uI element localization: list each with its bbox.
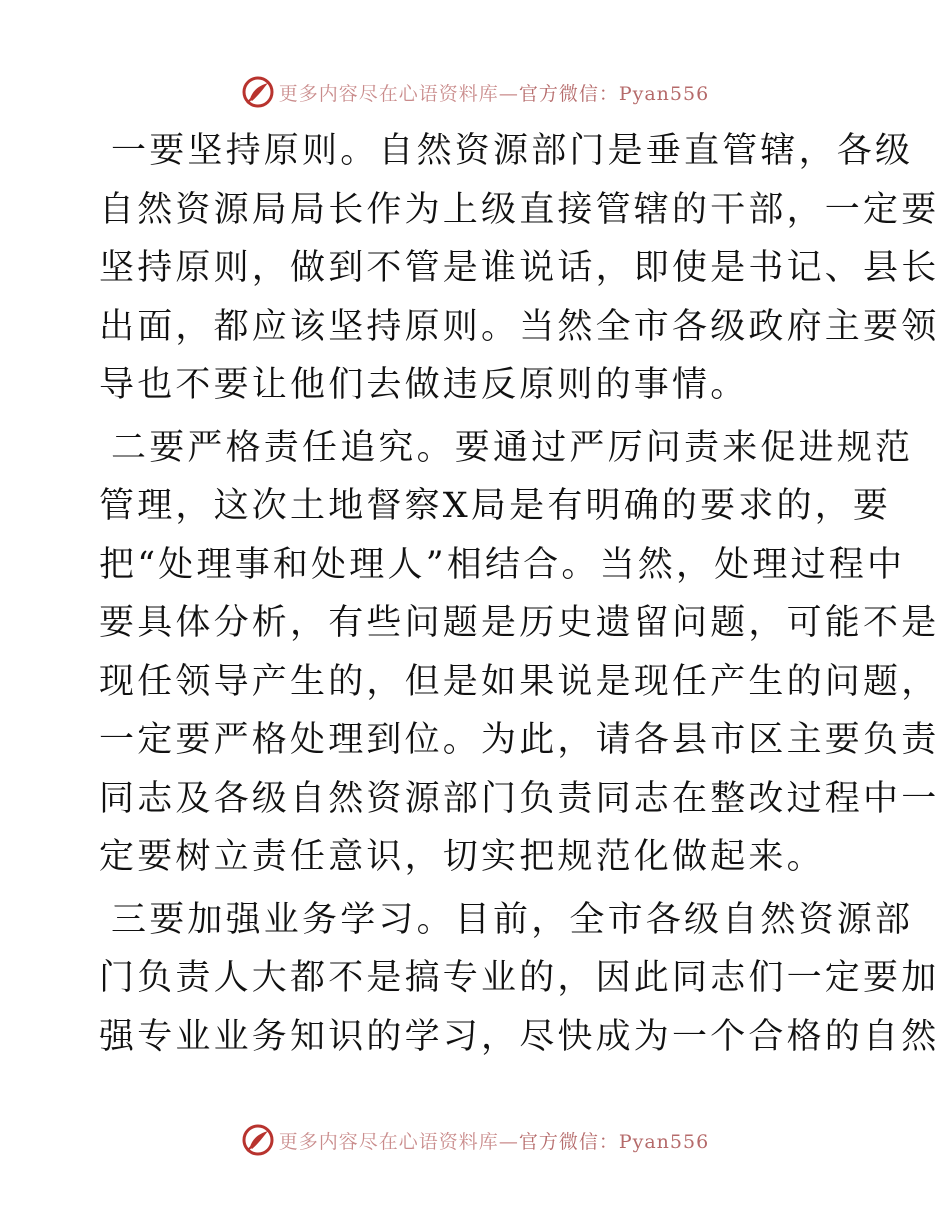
header-banner bbox=[0, 72, 950, 112]
text-line: 门负责人大都不是搞专业的，因此同志们一定要加 bbox=[99, 958, 940, 998]
text-line: 一定要严格处理到位。为此，请各县市区主要负责 bbox=[99, 720, 940, 760]
text-line: 管理，这次土地督察X局是有明确的要求的，要 bbox=[99, 486, 892, 526]
text-line: 同志及各级自然资源部门负责同志在整改过程中一 bbox=[99, 778, 940, 819]
logo-icon bbox=[241, 75, 275, 109]
paragraph-3 bbox=[99, 891, 940, 1067]
text-line: 把“处理事和处理人”相结合。当然，处理过程中 bbox=[99, 544, 906, 585]
paragraph-1 bbox=[99, 122, 940, 415]
paragraph-2 bbox=[99, 419, 940, 887]
document-body bbox=[99, 122, 940, 1070]
footer-banner bbox=[0, 1120, 950, 1160]
banner-title: 更多内容尽在心语资料库 bbox=[278, 82, 499, 105]
text-line: 定要树立责任意识，切实把规范化做起来。 bbox=[99, 837, 825, 877]
text-line: 现任领导产生的，但是如果说是现任产生的问题， bbox=[99, 661, 940, 702]
logo-icon bbox=[241, 1123, 275, 1157]
text-line: 要具体分析，有些问题是历史遗留问题，可能不是 bbox=[99, 603, 940, 643]
text-line: 一要坚持原则。自然资源部门是垂直管辖，各级 bbox=[111, 131, 914, 171]
text-line: 自然资源局局长作为上级直接管辖的干部，一定要 bbox=[99, 189, 940, 230]
footer-banner-text bbox=[279, 1127, 709, 1154]
banner-dash: — bbox=[498, 1130, 519, 1153]
text-line: 坚持原则，做到不管是谁说话，即使是书记、县长 bbox=[99, 248, 940, 288]
wechat-id: Pyan556 bbox=[618, 82, 710, 105]
banner-dash: — bbox=[498, 82, 519, 105]
text-line: 二要严格责任追究。要通过严厉问责来促进规范 bbox=[111, 427, 914, 468]
wechat-label: 官方微信： bbox=[518, 1130, 619, 1153]
text-line: 导也不要让他们去做违反原则的事情。 bbox=[99, 365, 749, 405]
banner-title: 更多内容尽在心语资料库 bbox=[278, 1130, 499, 1153]
text-line: 三要加强业务学习。目前，全市各级自然资源部 bbox=[111, 899, 914, 940]
wechat-id: Pyan556 bbox=[618, 1130, 710, 1153]
header-banner-text bbox=[279, 79, 709, 106]
text-line: 出面，都应该坚持原则。当然全市各级政府主要领 bbox=[99, 306, 940, 347]
wechat-label: 官方微信： bbox=[518, 82, 619, 105]
text-line: 强专业业务知识的学习，尽快成为一个合格的自然 bbox=[99, 1016, 940, 1057]
